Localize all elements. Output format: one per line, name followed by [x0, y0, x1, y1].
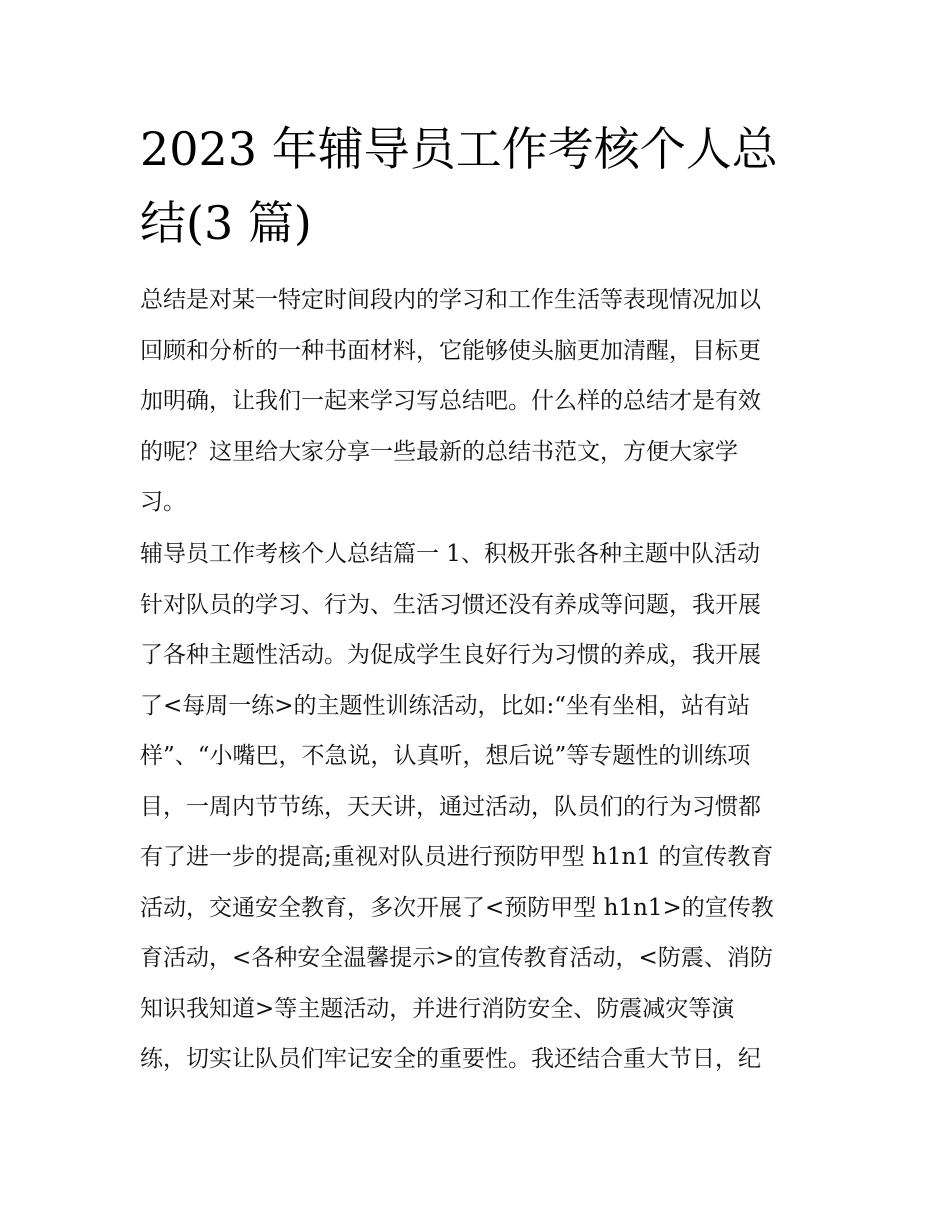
- text-line: 习。: [140, 489, 186, 515]
- text-line: 总结是对某一特定时间段内的学习和工作生活等表现情况加以: [140, 287, 761, 313]
- section-one-paragraph: [140, 529, 820, 1085]
- document-title: [140, 112, 820, 260]
- text-line: 育活动，<各种安全温馨提示>的宣传教育活动，<防震、消防: [140, 945, 773, 971]
- text-line: 目，一周内节节练，天天讲，通过活动，队员们的行为习惯都: [140, 793, 761, 820]
- text-line: 加明确，让我们一起来学习写总结吧。什么样的总结才是有效: [140, 388, 761, 414]
- text-line: 针对队员的学习、行为、生活习惯还没有养成等问题，我开展: [140, 591, 761, 618]
- text-line: 了<每周一练>的主题性训练活动，比如:“坐有坐相，站有站: [140, 692, 751, 719]
- text-line: 知识我知道>等主题活动，并进行消防安全、防震减灾等演: [140, 995, 735, 1022]
- text-line: 样”、“小嘴巴，不急说，认真听，想后说”等专题性的训练项: [140, 743, 751, 769]
- title-line: 2023 年辅导员工作考核个人总: [140, 122, 778, 176]
- text-line: 活动，交通安全教育，多次开展了<预防甲型 h1n1>的宣传教: [140, 894, 774, 921]
- text-line: 有了进一步的提高;重视对队员进行预防甲型 h1n1 的宣传教育: [140, 844, 774, 870]
- text-line: 练，切实让队员们牢记安全的重要性。我还结合重大节日，纪: [140, 1046, 761, 1072]
- text-line: 的呢？这里给大家分享一些最新的总结书范文，方便大家学: [140, 438, 738, 465]
- title-line: 结(3 篇): [140, 196, 312, 250]
- intro-paragraph: [140, 275, 820, 528]
- text-line: 回顾和分析的一种书面材料，它能够使头脑更加清醒，目标更: [140, 337, 761, 364]
- text-line: 了各种主题性活动。为促成学生良好行为习惯的养成，我开展: [140, 642, 761, 668]
- text-line: 辅导员工作考核个人总结篇一 1、积极开张各种主题中队活动: [140, 541, 760, 567]
